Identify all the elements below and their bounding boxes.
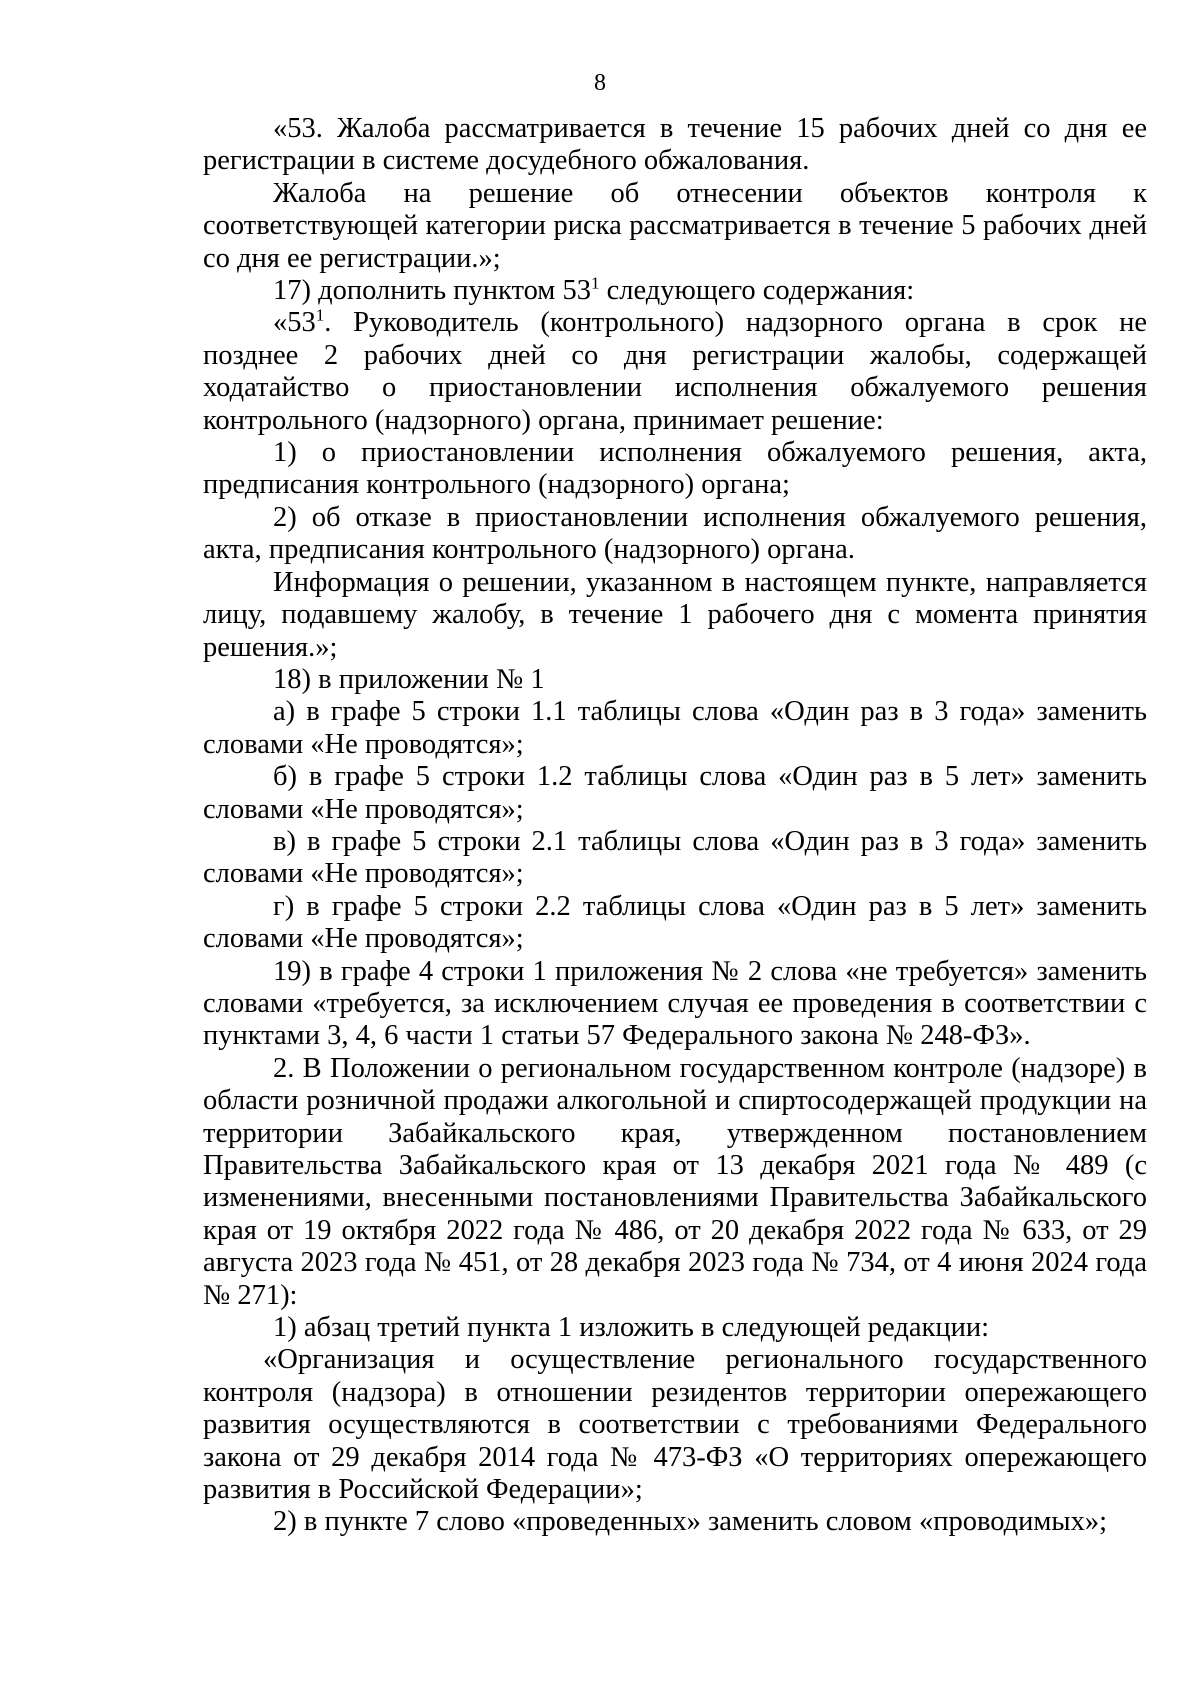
paragraph-section-2: 2. В Положении о региональном государственном контроле (надзоре) в области розничной продажи алкогольной и спиртосодержащей продукции на территории Забайкальского края, утвержденном постановлением Правительства Забайкальского края от 13 декабря 2021 года № 489 (с изменениями, внесенными постановлениями Правительства Забайкальского края от 19 октября 2022 года № 486, от 20 декабря 2022 года № 633, от 29 августа 2023 года № 451, от 28 декабря 2023 года № 734, от 4 июня 2024 года № 271):	[203, 1052, 1147, 1311]
paragraph-53-1-superscript: 1	[315, 305, 325, 325]
paragraph-53: «53. Жалоба рассматривается в течение 15 рабочих дней со дня ее регистрации в системе досудебного обжалования.	[203, 113, 1147, 177]
paragraph-complaint-risk-category: Жалоба на решение об отнесении объектов контроля к соответствующей категории риска рассматривается в течение 5 рабочих дней со дня ее регистрации.»;	[203, 177, 1147, 274]
item-17-superscript: 1	[590, 273, 600, 293]
item-17-text-start: 17) дополнить пунктом 53	[273, 275, 591, 307]
document-body	[203, 113, 1147, 1539]
paragraph-new-wording: «Организация и осуществление регионального государственного контроля (надзора) в отношении резидентов территории опережающего развития осуществляются в соответствии с требованиями Федерального закона от 29 декабря 2014 года № 473-ФЗ «О территориях опережающего развития в Российской Федерации»;	[203, 1344, 1147, 1506]
paragraph-section-2-item-1: 1) абзац третий пункта 1 изложить в следующей редакции:	[273, 1312, 989, 1344]
paragraph-decision-information: Информация о решении, указанном в настоящем пункте, направляется лицу, подавшему жалобу, в течение 1 рабочего дня с момента принятия решения.»;	[203, 566, 1147, 663]
paragraph-suspension-item-1: 1) о приостановлении исполнения обжалуемого решения, акта, предписания контрольного (надзорного) органа;	[203, 437, 1147, 501]
paragraph-item-18: 18) в приложении № 1	[273, 663, 545, 695]
paragraph-item-18-a: а) в графе 5 строки 1.1 таблицы слова «Один раз в 3 года» заменить словами «Не проводятся»;	[203, 696, 1147, 760]
paragraph-section-2-item-2: 2) в пункте 7 слово «проведенных» заменить словом «проводимых»;	[273, 1506, 1108, 1538]
paragraph-53-1-start: «53	[273, 307, 316, 339]
paragraph-item-17	[203, 275, 1147, 307]
paragraph-suspension-item-2: 2) об отказе в приостановлении исполнения обжалуемого решения, акта, предписания контрольного (надзорного) органа.	[203, 501, 1147, 566]
paragraph-item-19: 19) в графе 4 строки 1 приложения № 2 слова «не требуется» заменить словами «требуется, за исключением случая ее проведения в соответствии с пунктами 3, 4, 6 части 1 статьи 57 Федерального закона № 248-ФЗ».	[203, 955, 1147, 1052]
paragraph-53-1-end: . Руководитель (контрольного) надзорного органа в срок не позднее 2 рабочих дней со дня регистрации жалобы, содержащей ходатайство о приостановлении исполнения обжалуемого решения контрольного (надзорного) органа, принимает решение:	[203, 307, 1147, 436]
paragraph-53-1	[203, 307, 1147, 437]
paragraph-item-18-g: г) в графе 5 строки 2.2 таблицы слова «Один раз в 5 лет» заменить словами «Не проводятся»;	[203, 890, 1147, 955]
item-17-text-end: следующего содержания:	[599, 275, 915, 307]
page-number: 8	[594, 70, 606, 96]
paragraph-item-18-b: б) в графе 5 строки 1.2 таблицы слова «Один раз в 5 лет» заменить словами «Не проводятся»;	[203, 761, 1147, 825]
paragraph-item-18-v: в) в графе 5 строки 2.1 таблицы слова «Один раз в 3 года» заменить словами «Не проводятся»;	[203, 825, 1147, 890]
